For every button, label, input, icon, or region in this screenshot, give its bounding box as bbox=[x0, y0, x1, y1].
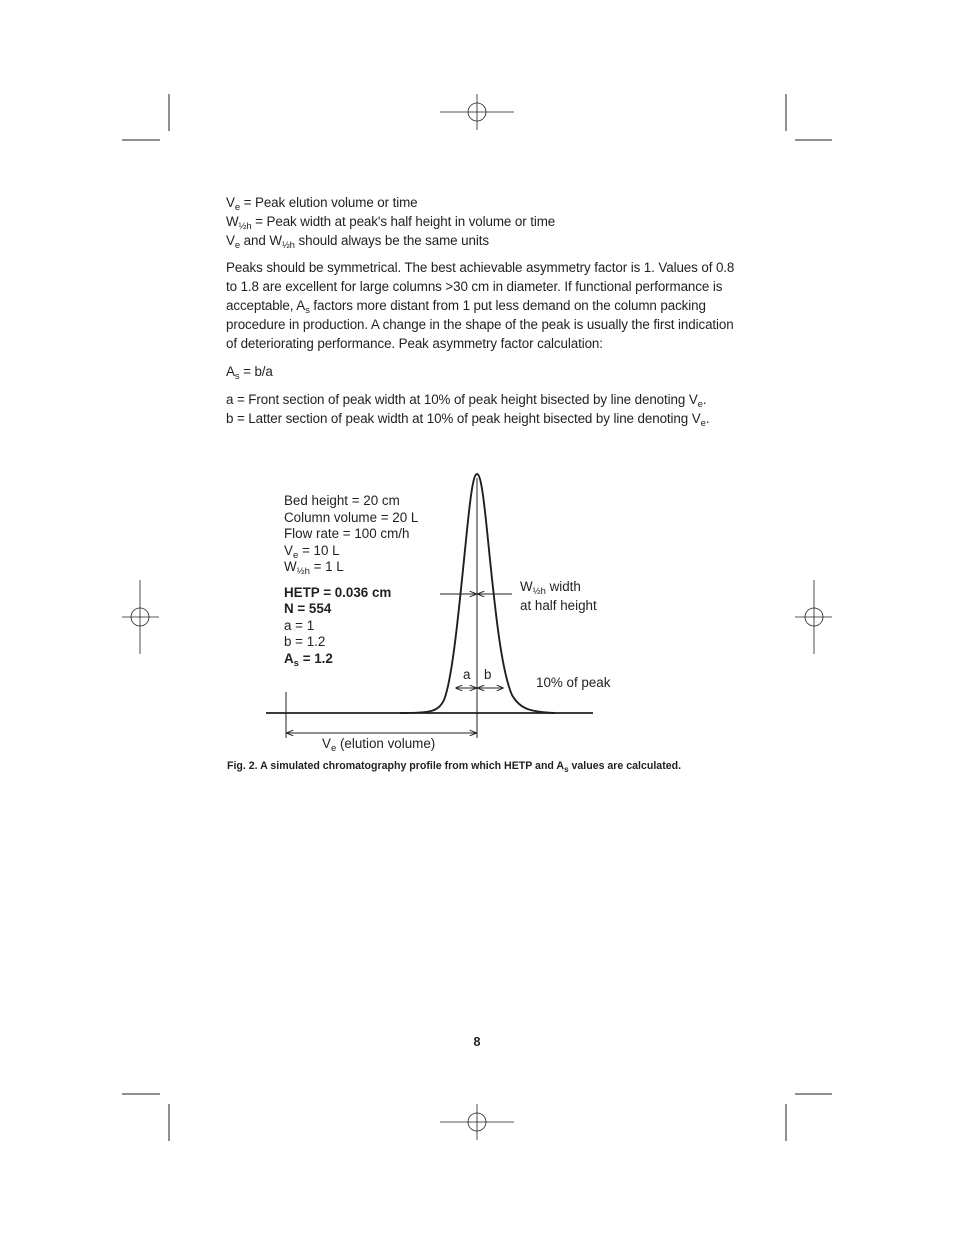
ten-percent-label: 10% of peak bbox=[536, 675, 611, 690]
b-label: b bbox=[484, 667, 492, 682]
a-label: a bbox=[463, 667, 471, 682]
b-definition: b = Latter section of peak width at 10% of peak height bisected by line denoting $V_e$. bbox=[226, 411, 710, 429]
whalf-label: $W_{\frac{1}{2}h}$ width bbox=[520, 579, 581, 597]
ve-definition: $V_e$ = Peak elution volume or time bbox=[226, 195, 418, 213]
page-number: 8 bbox=[473, 1035, 481, 1049]
half-height-label: at half height bbox=[520, 598, 597, 613]
asymmetry-paragraph: Peaks should be symmetrical. The best achievable asymmetry factor is 1. Values of 0.8 to 1.8 are excellent for large columns >30 cm in diameter. If functional performance is acceptable, $A_s$ factors more distant from 1 put less demand on the column packing procedure in production. A change in the shape of the peak is usually the first indication of deteriorating performance. Peak asymmetry factor calculation: bbox=[226, 260, 735, 351]
ve-axis-label: $V_e$ (elution volume) bbox=[322, 736, 436, 754]
figure-caption: Fig. 2. A simulated chromatography profile from which HETP and $A_s$ values are calculated. bbox=[227, 760, 682, 774]
a-definition: a = Front section of peak width at 10% of peak height bisected by line denoting $V_e$. bbox=[226, 392, 707, 410]
figure-parameters: Bed height = 20 cm Column volume = 20 L Flow rate = 100 cm/h $V_e = 10$ L $W_{\frac{1}{2}h} = 1$ L HETP = 0.036 cm N = 554 a = 1 b = 1.2 $A_s = 1.2$ bbox=[284, 493, 419, 669]
as-value: $A_s = 1.2$ bbox=[284, 650, 333, 669]
asymmetry-formula: $A_s = b/a$ bbox=[226, 364, 273, 382]
hetp-value: HETP = 0.036 cm bbox=[284, 584, 392, 600]
n-value: N = 554 bbox=[284, 601, 332, 616]
units-note: $V_e$ and $W_{\frac{1}{2}h}$ should always be the same units bbox=[226, 233, 489, 251]
whalf-definition: $W_{\frac{1}{2}h}$ = Peak width at peak's half height in volume or time bbox=[226, 214, 556, 232]
